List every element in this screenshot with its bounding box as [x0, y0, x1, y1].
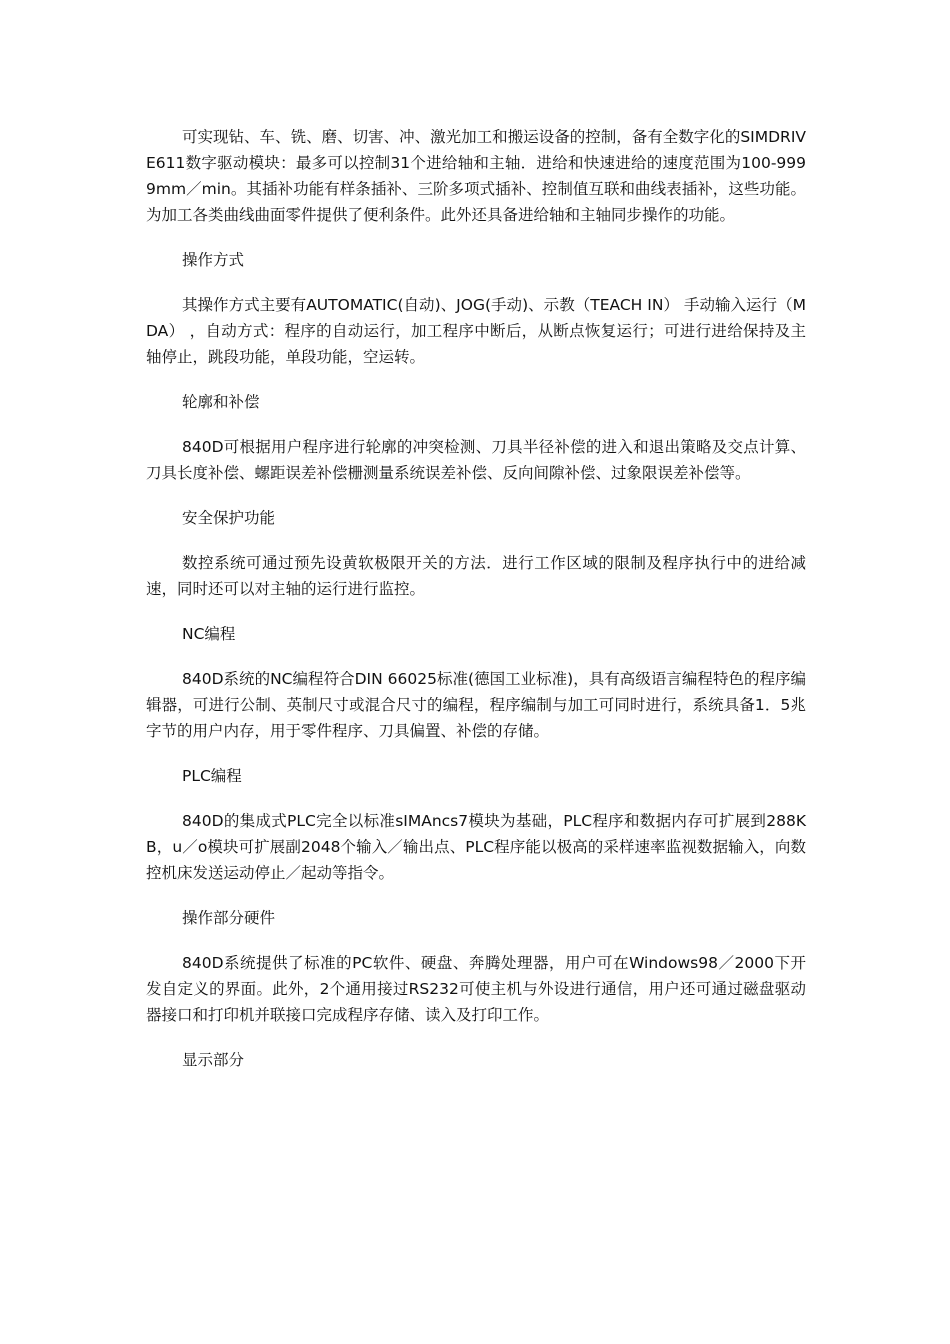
heading-display-section: 显示部分	[182, 1051, 245, 1069]
heading-contour-compensation: 轮廓和补偿	[182, 393, 260, 411]
heading-plc-programming: PLC编程	[182, 767, 242, 785]
heading-safety-protection: 安全保护功能	[182, 509, 276, 527]
heading-nc-programming: NC编程	[182, 625, 236, 643]
document-page	[146, 124, 806, 1073]
paragraph-nc-programming: 840D系统的NC编程符合DIN 66025标准(德国工业标准)，具有高级语言编程特色的程序编辑器，可进行公制、英制尺寸或混合尺寸的编程，程序编制与加工可同时进行，系统具备1．5兆字节的用户内存，用于零件程序、刀具偏置、补偿的存储。	[146, 670, 806, 740]
heading-operation-mode: 操作方式	[182, 251, 245, 269]
paragraph-operation-mode: 其操作方式主要有AUTOMATIC(自动)、JOG(手动)、示教（TEACH IN） 手动输入运行（MDA） ，自动方式：程序的自动运行，加工程序中断后，从断点恢复运行；可进行进给保持及主轴停止，跳段功能，单段功能，空运转。	[146, 296, 806, 366]
paragraph-safety-protection: 数控系统可通过预先设黄软极限开关的方法．进行工作区域的限制及程序执行中的进给减速，同时还可以对主轴的运行进行监控。	[146, 554, 806, 598]
paragraph-contour-compensation: 840D可根据用户程序进行轮廓的冲突检测、刀具半径补偿的进入和退出策略及交点计算、刀具长度补偿、螺距误差补偿栅测量系统误差补偿、反向间隙补偿、过象限误差补偿等。	[146, 438, 806, 482]
heading-operation-hardware: 操作部分硬件	[182, 909, 276, 927]
paragraph-intro: 可实现钻、车、铣、磨、切害、冲、激光加工和搬运设备的控制，备有全数字化的SIMDRIVE611数字驱动模块：最多可以控制31个进给轴和主轴．进给和快速进给的速度范围为100-9999mm／min。其插补功能有样条插补、三阶多项式插补、控制值互联和曲线表插补，这些功能。为加工各类曲线曲面零件提供了便利条件。此外还具备进给轴和主轴同步操作的功能。	[146, 128, 806, 224]
paragraph-operation-hardware: 840D系统提供了标准的PC软件、硬盘、奔腾处理器，用户可在Windows98／2000下开发自定义的界面。此外，2个通用接过RS232可使主机与外设进行通信，用户还可通过磁盘驱动器接口和打印机并联接口完成程序存储、读入及打印工作。	[146, 954, 806, 1024]
paragraph-plc-programming: 840D的集成式PLC完全以标准sIMAncs7模块为基础，PLC程序和数据内存可扩展到288KB，u／o模块可扩展副2048个输入／输出点、PLC程序能以极高的采样速率监视数据输入，向数控机床发送运动停止／起动等指令。	[146, 812, 806, 882]
